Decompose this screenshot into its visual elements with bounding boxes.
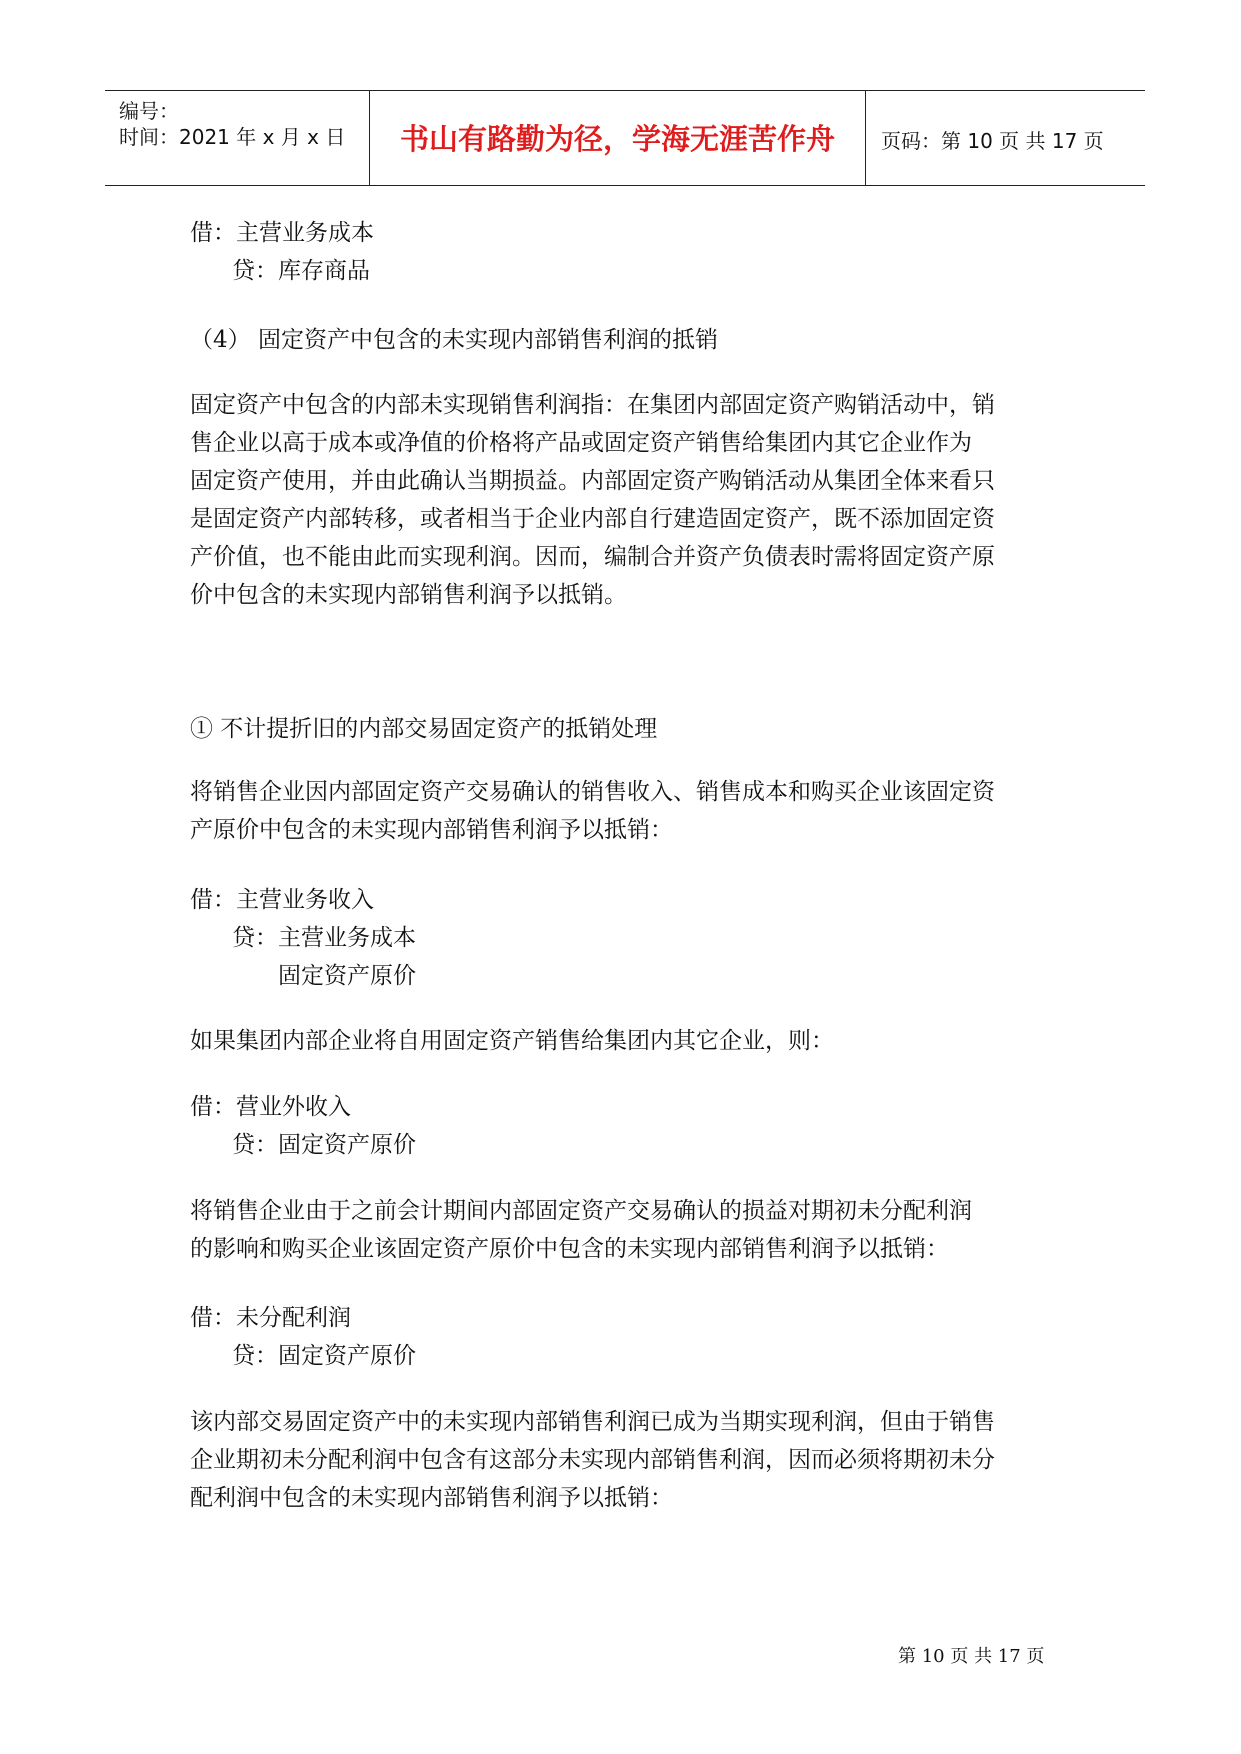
header-motto-cell [370,91,866,185]
header-motto: 书山有路勤为径，学海无涯苦作舟 [399,122,835,156]
subsection-heading-1: ① 不计提折旧的内部交易固定资产的抵销处理 [190,716,658,742]
paragraph-line: 的影响和购买企业该固定资产原价中包含的未实现内部销售利润予以抵销： [190,1236,949,1262]
page-header [105,90,1145,186]
page-footer: 第 10 页 共 17 页 [898,1646,1045,1667]
section-heading-4: （4） 固定资产中包含的未实现内部销售利润的抵销 [190,327,718,353]
entry-credit-fixed-asset-cost-3: 贷：固定资产原价 [232,1343,416,1369]
paragraph-line: 将销售企业由于之前会计期间内部固定资产交易确认的损益对期初未分配利润 [190,1198,972,1224]
entry-credit-fixed-asset-cost: 固定资产原价 [278,963,416,989]
paragraph-offset-sales [190,773,1070,849]
paragraph-definition [190,386,1070,614]
paragraph-line: 产价值，也不能由此而实现利润。因而，编制合并资产负债表时需将固定资产原 [190,544,995,570]
paragraph-line: 价中包含的未实现内部销售利润予以抵销。 [190,582,627,608]
entry-debit-non-operating-income: 借：营业外收入 [190,1094,351,1120]
entry-credit-inventory: 贷：库存商品 [232,258,370,284]
paragraph-prior-period [190,1192,1070,1268]
paragraph-realized-profit [190,1403,1070,1517]
paragraph-line: 售企业以高于成本或净值的价格将产品或固定资产销售给集团内其它企业作为 [190,430,972,456]
paragraph-line: 产原价中包含的未实现内部销售利润予以抵销： [190,817,673,843]
paragraph-self-use-asset: 如果集团内部企业将自用固定资产销售给集团内其它企业，则： [190,1028,834,1054]
document-number-label: 编号： [119,99,179,123]
paragraph-line: 是固定资产内部转移，或者相当于企业内部自行建造固定资产，既不添加固定资 [190,506,995,532]
paragraph-line: 将销售企业因内部固定资产交易确认的销售收入、销售成本和购买企业该固定资 [190,779,995,805]
header-page-info: 页码：第 10 页 共 17 页 [881,129,1104,153]
entry-credit-main-cost: 贷：主营业务成本 [232,925,416,951]
header-page-cell [867,91,1145,185]
entry-debit-undistributed-profit: 借：未分配利润 [190,1305,351,1331]
entry-debit-main-cost: 借：主营业务成本 [190,220,374,246]
header-meta-cell [105,91,370,185]
paragraph-line: 固定资产中包含的内部未实现销售利润指：在集团内部固定资产购销活动中，销 [190,392,995,418]
paragraph-line: 配利润中包含的未实现内部销售利润予以抵销： [190,1485,673,1511]
paragraph-line: 固定资产使用，并由此确认当期损益。内部固定资产购销活动从集团全体来看只 [190,468,995,494]
paragraph-line: 该内部交易固定资产中的未实现内部销售利润已成为当期实现利润，但由于销售 [190,1409,995,1435]
document-time-label: 时间：2021 年 x 月 x 日 [119,125,346,149]
entry-credit-fixed-asset-cost-2: 贷：固定资产原价 [232,1132,416,1158]
entry-debit-main-revenue: 借：主营业务收入 [190,887,374,913]
paragraph-line: 企业期初未分配利润中包含有这部分未实现内部销售利润，因而必须将期初未分 [190,1447,995,1473]
